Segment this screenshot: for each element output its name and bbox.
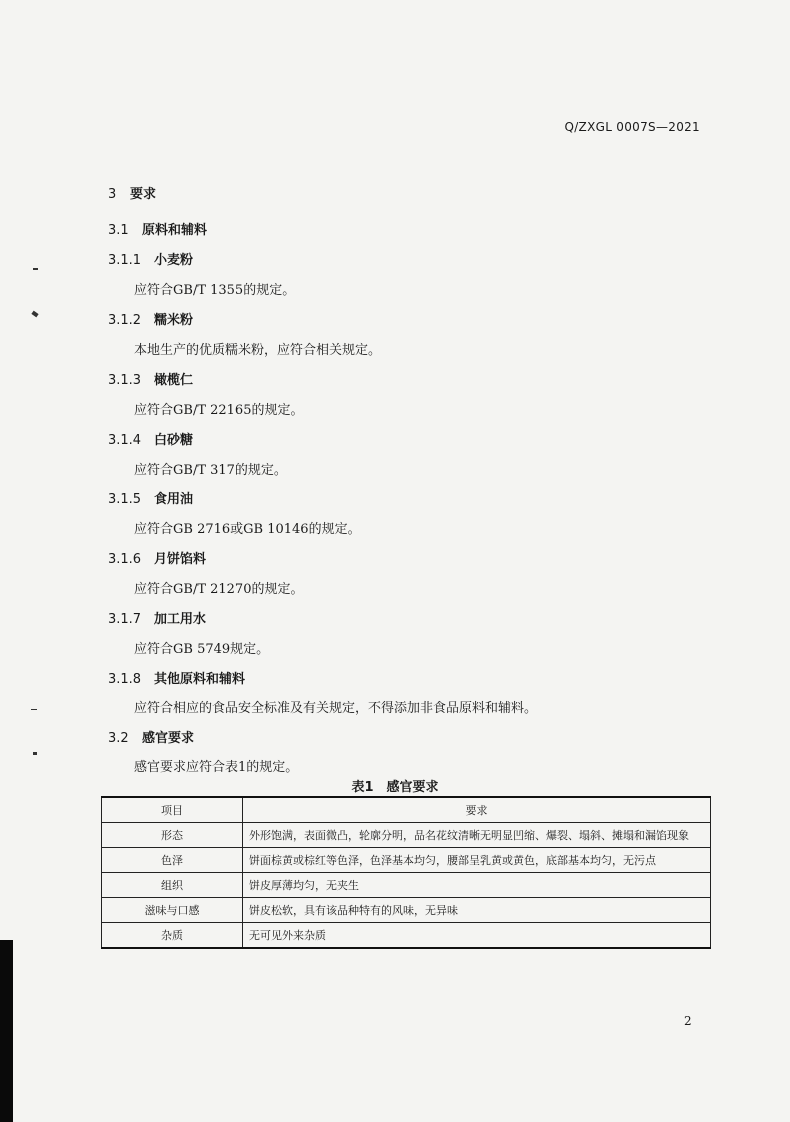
table-row [102, 848, 711, 873]
section-heading: 3.2 感官要求 [108, 731, 195, 746]
section-text: 感官要求应符合表1的规定。 [134, 760, 299, 775]
table-row [102, 823, 711, 848]
section-heading: 3.1.8 其他原料和辅料 [108, 672, 246, 687]
table-cell-item: 形态 [102, 823, 243, 848]
section-heading: 3.1.5 食用油 [108, 492, 194, 507]
table-title: 表1 感官要求 [351, 780, 439, 795]
section-text: 应符合GB/T 1355的规定。 [134, 283, 296, 298]
table-row [102, 873, 711, 898]
section-text: 应符合GB 5749规定。 [134, 642, 270, 657]
page-number: 2 [684, 1014, 692, 1028]
standard-code: Q/ZXGL 0007S—2021 [564, 120, 700, 134]
section-heading: 3.1.4 白砂糖 [108, 433, 194, 448]
section-heading: 3.1.7 加工用水 [108, 612, 207, 627]
table-cell-item: 组织 [102, 873, 243, 898]
table-cell-item: 色泽 [102, 848, 243, 873]
section-text: 应符合GB/T 317的规定。 [134, 463, 287, 478]
table-row [102, 898, 711, 923]
scan-mark [31, 311, 38, 318]
section-heading: 3.1.1 小麦粉 [108, 253, 194, 268]
table-cell-requirement: 饼面棕黄或棕红等色泽，色泽基本均匀，腰部呈乳黄或黄色，底部基本均匀，无污点 [243, 848, 711, 873]
scan-mark [31, 709, 37, 710]
section-heading: 3.1.2 糯米粉 [108, 313, 194, 328]
section-heading: 3.1 原料和辅料 [108, 223, 208, 238]
section-heading: 3.1.3 橄榄仁 [108, 373, 194, 388]
scan-mark [33, 268, 38, 270]
section-heading: 3 要求 [108, 187, 157, 202]
section-text: 应符合相应的食品安全标准及有关规定，不得添加非食品原料和辅料。 [134, 701, 538, 716]
scan-mark [33, 752, 37, 755]
table-cell-item: 杂质 [102, 923, 243, 949]
table-cell-requirement: 外形饱满，表面微凸，轮廓分明，品名花纹清晰无明显凹缩、爆裂、塌斜、摊塌和漏馅现象 [243, 823, 711, 848]
column-header: 要求 [243, 797, 711, 823]
table-cell-requirement: 饼皮厚薄均匀，无夹生 [243, 873, 711, 898]
section-heading: 3.1.6 月饼馅料 [108, 552, 207, 567]
table-cell-item: 滋味与口感 [102, 898, 243, 923]
section-text: 应符合GB/T 22165的规定。 [134, 403, 304, 418]
sensory-requirements-table [101, 796, 711, 949]
table-header-row [102, 797, 711, 823]
section-text: 本地生产的优质糯米粉，应符合相关规定。 [134, 343, 382, 358]
section-text: 应符合GB/T 21270的规定。 [134, 582, 304, 597]
table-cell-requirement: 饼皮松软，具有该品种特有的风味，无异味 [243, 898, 711, 923]
table-row [102, 923, 711, 949]
table-cell-requirement: 无可见外来杂质 [243, 923, 711, 949]
column-header: 项目 [102, 797, 243, 823]
scan-edge-shadow [0, 940, 13, 1122]
section-text: 应符合GB 2716或GB 10146的规定。 [134, 522, 361, 537]
